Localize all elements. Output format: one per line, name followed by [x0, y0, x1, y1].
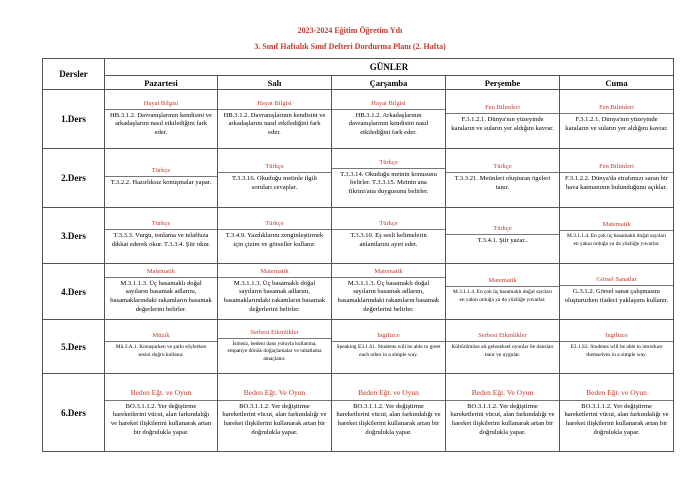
- lesson-label: 2.Ders: [43, 149, 105, 208]
- lesson-cell: [560, 320, 674, 374]
- subject-label: Matematik: [560, 220, 673, 231]
- subject-label: Matematik: [218, 267, 331, 278]
- lesson-cell: [560, 374, 674, 452]
- objective-text: T.3.3.21. Metinleri oluşturan ögeleri tanır.: [454, 174, 551, 191]
- subject-label: Fen Bilimleri: [446, 103, 559, 114]
- table-row: [43, 208, 674, 264]
- lesson-cell: [105, 264, 218, 320]
- header-row-days: [43, 76, 674, 90]
- lesson-label: 3.Ders: [43, 208, 105, 264]
- objective-text: M.3.1.1.3. Üç basamaklı doğal sayıların basamak adlarını, basamaklarındaki rakamların basamak değerlerini belirler.: [223, 279, 326, 313]
- lesson-cell: [105, 208, 218, 264]
- lesson-cell: [218, 320, 332, 374]
- subject-label: Görsel Sanatlar: [560, 275, 673, 286]
- day-header-sali: Salı: [218, 76, 332, 90]
- day-header-pazartesi: Pazartesi: [105, 76, 218, 90]
- lesson-label: 4.Ders: [43, 264, 105, 320]
- objective-text: HB.3.1.2. Arkadaşlarının davranışlarının kendisini nasıl etkilediğini fark eder.: [348, 111, 429, 136]
- lesson-cell: [560, 90, 674, 149]
- lesson-cell: [446, 149, 560, 208]
- lesson-label: 1.Ders: [43, 90, 105, 149]
- lesson-cell: [446, 320, 560, 374]
- subject-label: Türkçe: [218, 219, 331, 230]
- day-header-persembe: Perşembe: [446, 76, 560, 90]
- subject-label: Türkçe: [446, 224, 559, 235]
- subject-label: Türkçe: [105, 219, 217, 230]
- lesson-cell: [446, 90, 560, 149]
- dersler-header: Dersler: [43, 59, 105, 90]
- lesson-cell: [218, 208, 332, 264]
- table-row: [43, 149, 674, 208]
- subject-label: Beden Eğt. Ve Oyun: [446, 386, 559, 401]
- subject-label: Matematik: [446, 276, 559, 287]
- subject-label: Beden Eğt. ve Oyun: [332, 386, 445, 401]
- objective-text: G.3.1.2. Görsel sanat çalışmasını oluştururken ifadeci yaklaşımı kullanır.: [564, 288, 669, 304]
- objective-text: İsimsiz, bedeni dans yoluyla kullanma, empatiye dönük doğaçlamalar ve rahatlama amaçlanır.: [227, 340, 322, 362]
- objective-text: BO.3.1.1.2. Yer değiştirme hareketlerini vücut, alan farkındalığı ve hareket ilişkilerini kullanarak artan bir doğrulukla yapar.: [336, 402, 441, 436]
- lesson-cell: [218, 149, 332, 208]
- lesson-cell: [332, 149, 446, 208]
- subject-label: Beden Eğt. ve Oyun: [105, 386, 217, 401]
- lesson-label: 6.Ders: [43, 374, 105, 452]
- subject-label: Fen Bilimleri: [560, 103, 673, 114]
- subject-label: Türkçe: [332, 219, 445, 230]
- lesson-cell: [105, 320, 218, 374]
- lesson-cell: [446, 208, 560, 264]
- objective-text: BO.3.1.1.2. Yer değiştirme hareketlerini vücut, alan farkındalığı ve hareket ilişkilerini kullanarak artan bir doğrulukla yapar.: [450, 402, 555, 436]
- day-header-cuma: Cuma: [560, 76, 674, 90]
- lesson-label: 5.Ders: [43, 320, 105, 374]
- subject-label: Fen Bilimleri: [560, 162, 673, 173]
- lesson-cell: [446, 264, 560, 320]
- lesson-cell: [560, 149, 674, 208]
- subject-label: Türkçe: [332, 158, 445, 169]
- lesson-cell: [332, 90, 446, 149]
- subject-label: İngilizce: [560, 331, 673, 342]
- objective-text: HB.3.1.2. Davranışlarının kendisini ve arkadaşlarını nasıl etkilediğini fark eder.: [223, 111, 326, 136]
- objective-text: T.3.3.10. Eş sesli kelimelerin anlamlarını ayırt eder.: [350, 232, 427, 248]
- objective-text: T.3.3.16. Okuduğu metinle ilgili soruları cevaplar.: [231, 174, 318, 191]
- subject-label: Türkçe: [446, 162, 559, 173]
- objective-text: T.3.4.1. Şiir yazar..: [477, 236, 528, 244]
- subject-label: Matematik: [332, 267, 445, 278]
- objective-text: T.3.3.3. Vurgu, tonlama ve telaffuza dikkat ederek okur. T.3.3.4. Şiir okur.: [111, 232, 211, 248]
- objective-text: T.3.3.14. Okuduğu metnin konusunu belirler. T.3.3.15. Metnin ana fikrini/ana duygusunu belirler.: [340, 170, 437, 195]
- subject-label: Hayat Bilgisi: [105, 99, 217, 110]
- objective-text: HB.3.1.2. Davranışlarının kendisini ve arkadaşlarını nasıl etkilediğini fark eder.: [109, 111, 212, 136]
- lesson-cell: [105, 374, 218, 452]
- objective-text: T.3.2.2. Hazırlıksız konuşmalar yapar.: [110, 179, 212, 187]
- subject-label: Türkçe: [218, 162, 331, 173]
- objective-text: BO.3.1.1.2. Yer değiştirme hareketlerini vücut, alan farkındalığı ve hareket ilişkilerini kullanarak artan bir doğrulukla yapar.: [110, 402, 212, 436]
- objective-text: M.3.1.1.3. Üç basamaklı doğal sayıların basamak adlarını, basamaklarındaki rakamların basamak değerlerini belirler.: [337, 279, 440, 313]
- document-subtitle: 3. Sınıf Haftalık Sınıf Defteri Dordurma Planı (2. Hafta): [254, 42, 446, 51]
- lesson-cell: [332, 374, 446, 452]
- lesson-cell: [446, 374, 560, 452]
- objective-text: Mü.3.A.1. Konuşurken ve şarkı söylerken sesini doğru kullanır.: [115, 344, 207, 358]
- subject-label: Beden Eğt. ve Oyun: [560, 386, 673, 401]
- table-row: [43, 90, 674, 149]
- objective-text: F.3.1.2.1. Dünya'nın yüzeyinde karaların ve suların yer aldığını kavrar.: [451, 115, 554, 132]
- objective-text: Speaking E3.1.S1. Students will be able to greet each other in a simple way.: [336, 344, 441, 358]
- lesson-cell: [105, 149, 218, 208]
- table-row: [43, 264, 674, 320]
- gunler-header: GÜNLER: [105, 59, 674, 76]
- objective-text: Kültürümüze ait geleneksel oyunlar ile dansları tanır ve uygular.: [451, 344, 554, 358]
- lesson-cell: [332, 208, 446, 264]
- table-row: [43, 320, 674, 374]
- objective-text: E3.1.S2. Students will be able to introduce themselves in a simple way.: [570, 344, 663, 358]
- weekly-plan-table: [42, 58, 674, 452]
- lesson-cell: [332, 320, 446, 374]
- subject-label: Beden Eğt. Ve Oyun: [218, 386, 331, 401]
- objective-text: BO.3.1.1.2. Yer değiştirme hareketlerini vücut, alan farkındalığı ve hareket ilişkilerini kullanarak artan bir doğrulukla yapar.: [222, 402, 327, 436]
- header-row-gunler: [43, 59, 674, 76]
- objective-text: M.3.1.1.4. En çok üç basamaklı doğal sayıları en yakın onluğa ya da yüzlüğe yuvarlar.: [567, 233, 667, 247]
- subject-label: Serbest Etkinlikler: [446, 331, 559, 342]
- objective-text: F.3.1.2.2. Dünya'da etrafımızı saran bir hava katmanının bulunduğunu açıklar.: [565, 174, 669, 191]
- table-row: [43, 374, 674, 452]
- objective-text: T.3.4.9. Yazdıklarını zenginleştirmek için çizim ve görseller kullanır.: [225, 232, 324, 248]
- lesson-cell: [218, 264, 332, 320]
- lesson-cell: [218, 90, 332, 149]
- subject-label: Hayat Bilgisi: [332, 99, 445, 110]
- document-title: 2023-2024 Eğitim Öğretim Yılı: [297, 26, 403, 35]
- lesson-cell: [218, 374, 332, 452]
- lesson-cell: [560, 264, 674, 320]
- subject-label: İngilizce: [332, 331, 445, 342]
- subject-label: Müzik: [105, 331, 217, 342]
- lesson-cell: [560, 208, 674, 264]
- objective-text: M.3.1.1.3. Üç basamaklı doğal sayıların basamak adlarını, basamaklarındaki rakamların basamak değerlerini belirler.: [110, 279, 212, 313]
- subject-label: Matematik: [105, 267, 217, 278]
- day-header-carsamba: Çarşamba: [332, 76, 446, 90]
- lesson-cell: [105, 90, 218, 149]
- objective-text: F.3.1.2.1. Dünya'nın yüzeyinde karaların ve suların yer aldığını kavrar.: [565, 115, 668, 132]
- lesson-cell: [332, 264, 446, 320]
- subject-label: Serbest Etkinlikler: [218, 328, 331, 339]
- objective-text: BO.3.1.1.2. Yer değiştirme hareketlerini vücut, alan farkındalığı ve hareket ilişkilerini kullanarak artan bir doğrulukla yapar.: [564, 402, 669, 436]
- subject-label: Türkçe: [105, 166, 217, 177]
- objective-text: M.3.1.1.4. En çok üç basamaklı doğal sayıları en yakın onluğa ya da yüzlüğe yuvarlar.: [453, 289, 552, 303]
- subject-label: Hayat Bilgisi: [218, 99, 331, 110]
